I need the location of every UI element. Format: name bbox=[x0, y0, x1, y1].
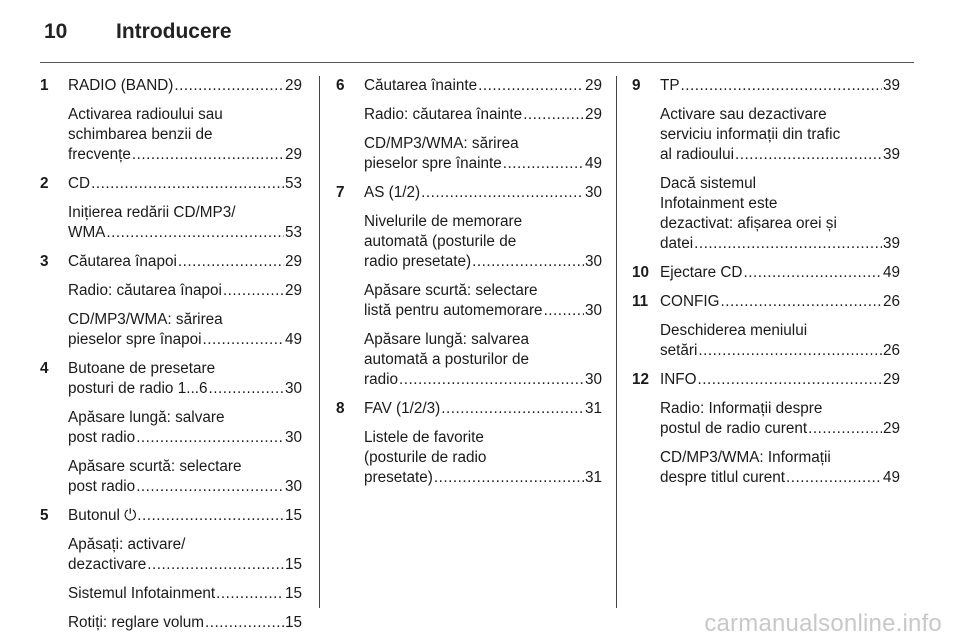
dot-leader bbox=[203, 330, 284, 350]
entry-number: 5 bbox=[40, 507, 49, 524]
dot-leader bbox=[698, 370, 882, 390]
item-text: Căutarea înapoi bbox=[68, 253, 177, 270]
page-reference: 15 bbox=[284, 585, 302, 602]
item-text: CD/MP3/WMA: Informații bbox=[660, 449, 831, 466]
index-item[interactable] bbox=[68, 105, 302, 165]
index-item[interactable] bbox=[68, 535, 302, 575]
page-reference: 53 bbox=[284, 224, 302, 241]
leader-line bbox=[364, 154, 602, 174]
item-text: INFO bbox=[660, 371, 697, 388]
page-reference: 26 bbox=[882, 293, 900, 310]
leader-line bbox=[364, 105, 602, 125]
index-item[interactable] bbox=[660, 448, 900, 488]
index-entry bbox=[632, 370, 900, 488]
index-item[interactable] bbox=[660, 76, 900, 96]
index-entry bbox=[40, 359, 302, 497]
leader-line bbox=[660, 263, 900, 283]
dot-leader bbox=[205, 613, 284, 633]
dot-leader bbox=[421, 183, 584, 203]
item-text: automată a posturilor de bbox=[364, 351, 529, 368]
leader-line bbox=[68, 145, 302, 165]
page-reference: 29 bbox=[584, 77, 602, 94]
index-item[interactable] bbox=[364, 330, 602, 390]
index-item[interactable] bbox=[660, 263, 900, 283]
item-text: Radio: căutarea înapoi bbox=[68, 282, 222, 299]
item-text: Nivelurile de memorare bbox=[364, 213, 523, 230]
dot-leader bbox=[434, 468, 584, 488]
leader-line bbox=[364, 370, 602, 390]
item-text: Deschiderea meniului bbox=[660, 322, 808, 339]
leader-line bbox=[364, 399, 602, 419]
index-item[interactable] bbox=[364, 281, 602, 321]
entry-number: 6 bbox=[336, 77, 345, 94]
item-text: Căutarea înainte bbox=[364, 77, 478, 94]
dot-leader bbox=[223, 281, 284, 301]
item-text: Apăsare scurtă: selectare bbox=[364, 282, 538, 299]
dot-leader bbox=[147, 555, 284, 575]
item-text: CONFIG bbox=[660, 293, 720, 310]
index-item[interactable] bbox=[68, 174, 302, 194]
leader-line bbox=[660, 468, 900, 488]
index-item[interactable] bbox=[660, 292, 900, 312]
item-text: dezactivare bbox=[68, 556, 147, 573]
item-text: CD/MP3/WMA: sărirea bbox=[68, 311, 223, 328]
entry-number: 3 bbox=[40, 253, 49, 270]
dot-leader bbox=[399, 370, 584, 390]
page-reference: 39 bbox=[882, 77, 900, 94]
item-text: listă pentru automemorare bbox=[364, 302, 543, 319]
entry-number: 11 bbox=[632, 293, 649, 310]
dot-leader bbox=[808, 419, 882, 439]
leader-line bbox=[68, 76, 302, 96]
item-text: Listele de favorite bbox=[364, 429, 484, 446]
dot-leader bbox=[208, 379, 284, 399]
toc-column-3 bbox=[632, 76, 900, 497]
page-reference: 15 bbox=[284, 614, 302, 631]
index-item[interactable] bbox=[68, 76, 302, 96]
item-text: Sistemul Infotainment bbox=[68, 585, 216, 602]
item-text: presetate) bbox=[364, 469, 433, 486]
item-text: Activarea radioului sau bbox=[68, 106, 223, 123]
dot-leader bbox=[136, 428, 284, 448]
index-item[interactable] bbox=[364, 428, 602, 488]
entry-number: 7 bbox=[336, 184, 345, 201]
index-item[interactable] bbox=[660, 399, 900, 439]
index-item[interactable] bbox=[660, 105, 900, 165]
item-text: Apăsare lungă: salvare bbox=[68, 409, 225, 426]
column-divider bbox=[616, 76, 617, 608]
page-reference: 29 bbox=[882, 371, 900, 388]
page-reference: 49 bbox=[882, 264, 900, 281]
leader-line bbox=[68, 330, 302, 350]
page-reference: 39 bbox=[882, 235, 900, 252]
leader-line bbox=[68, 223, 302, 243]
leader-line bbox=[660, 341, 900, 361]
leader-line bbox=[660, 419, 900, 439]
item-text: CD/MP3/WMA: sărirea bbox=[364, 135, 519, 152]
item-text: automată (posturile de bbox=[364, 233, 517, 250]
dot-leader bbox=[694, 234, 882, 254]
page-number: 10 bbox=[44, 20, 68, 43]
page-reference: 30 bbox=[284, 429, 302, 446]
index-item[interactable] bbox=[68, 584, 302, 604]
index-entry bbox=[40, 76, 302, 165]
page-reference: 30 bbox=[284, 478, 302, 495]
item-text: postul de radio curent bbox=[660, 420, 808, 437]
index-entry bbox=[336, 76, 602, 174]
index-item[interactable] bbox=[660, 321, 900, 361]
item-text: post radio bbox=[68, 429, 136, 446]
item-text: serviciu informații din trafic bbox=[660, 126, 841, 143]
dot-leader bbox=[106, 223, 284, 243]
dot-leader bbox=[91, 174, 284, 194]
dot-leader bbox=[544, 301, 584, 321]
dot-leader bbox=[698, 341, 882, 361]
page-reference: 29 bbox=[284, 77, 302, 94]
column-divider bbox=[319, 76, 320, 608]
page-reference: 49 bbox=[284, 331, 302, 348]
leader-line bbox=[68, 281, 302, 301]
item-text: post radio bbox=[68, 478, 136, 495]
page-reference: 15 bbox=[284, 507, 302, 524]
dot-leader bbox=[743, 263, 882, 283]
dot-leader bbox=[472, 252, 584, 272]
page-reference: 29 bbox=[882, 420, 900, 437]
item-text: Apăsare lungă: salvarea bbox=[364, 331, 529, 348]
dot-leader bbox=[786, 468, 882, 488]
index-item[interactable] bbox=[68, 457, 302, 497]
entry-number: 12 bbox=[632, 371, 650, 388]
index-item[interactable] bbox=[68, 506, 302, 526]
item-text: setări bbox=[660, 342, 698, 359]
index-entry bbox=[40, 506, 302, 633]
index-entry bbox=[632, 76, 900, 254]
dot-leader bbox=[137, 506, 284, 526]
dot-leader bbox=[132, 145, 284, 165]
entry-number: 9 bbox=[632, 77, 641, 94]
index-item[interactable] bbox=[364, 183, 602, 203]
item-text: Dacă sistemul bbox=[660, 175, 757, 192]
leader-line bbox=[68, 477, 302, 497]
item-text: Ejectare CD bbox=[660, 264, 743, 281]
item-text: posturi de radio 1...6 bbox=[68, 380, 208, 397]
leader-line bbox=[68, 506, 302, 526]
entry-number: 1 bbox=[40, 77, 49, 94]
dot-leader bbox=[478, 76, 584, 96]
dot-leader bbox=[523, 105, 584, 125]
index-item[interactable] bbox=[364, 105, 602, 125]
entry-number: 10 bbox=[632, 264, 650, 281]
index-item[interactable] bbox=[68, 359, 302, 399]
leader-line bbox=[660, 370, 900, 390]
item-text: al radioului bbox=[660, 146, 734, 163]
index-item[interactable] bbox=[68, 613, 302, 633]
item-text: (posturile de radio bbox=[364, 449, 487, 466]
leader-line bbox=[364, 76, 602, 96]
item-text: TP bbox=[660, 77, 680, 94]
leader-line bbox=[364, 183, 602, 203]
item-text: Activare sau dezactivare bbox=[660, 106, 827, 123]
leader-line bbox=[68, 252, 302, 272]
leader-line bbox=[68, 174, 302, 194]
dot-leader bbox=[735, 145, 882, 165]
page-reference: 53 bbox=[284, 175, 302, 192]
index-item[interactable] bbox=[68, 310, 302, 350]
header-rule bbox=[40, 62, 914, 63]
leader-line bbox=[660, 234, 900, 254]
item-text: schimbarea benzii de bbox=[68, 126, 213, 143]
item-text: WMA bbox=[68, 224, 106, 241]
page-reference: 31 bbox=[584, 469, 602, 486]
page-header bbox=[44, 20, 232, 44]
leader-line bbox=[364, 468, 602, 488]
page-reference: 31 bbox=[584, 400, 602, 417]
page-reference: 30 bbox=[584, 253, 602, 270]
index-entry bbox=[40, 252, 302, 350]
leader-line bbox=[68, 555, 302, 575]
dot-leader bbox=[216, 584, 284, 604]
toc-column-2 bbox=[336, 76, 602, 497]
item-text: Radio: Informații despre bbox=[660, 400, 823, 417]
page-reference: 30 bbox=[284, 380, 302, 397]
item-text: Infotainment este bbox=[660, 195, 778, 212]
item-text: dezactivat: afișarea orei și bbox=[660, 215, 837, 232]
item-text: RADIO (BAND) bbox=[68, 77, 174, 94]
page-reference: 29 bbox=[284, 253, 302, 270]
item-text: pieselor spre înainte bbox=[364, 155, 502, 172]
dot-leader bbox=[174, 76, 284, 96]
item-text: Rotiți: reglare volum bbox=[68, 614, 205, 631]
item-text: Apăsați: activare/ bbox=[68, 536, 186, 553]
index-item[interactable] bbox=[68, 408, 302, 448]
dot-leader bbox=[681, 76, 882, 96]
index-item[interactable] bbox=[68, 252, 302, 272]
index-item[interactable] bbox=[68, 281, 302, 301]
watermark: carmanualsonline.info bbox=[704, 610, 942, 637]
item-text: pieselor spre înapoi bbox=[68, 331, 202, 348]
dot-leader bbox=[441, 399, 584, 419]
index-entry bbox=[40, 174, 302, 243]
page-reference: 26 bbox=[882, 342, 900, 359]
toc-column-1 bbox=[40, 76, 302, 642]
page-reference: 49 bbox=[584, 155, 602, 172]
entry-number: 4 bbox=[40, 360, 49, 377]
index-entry bbox=[336, 399, 602, 488]
leader-line bbox=[364, 301, 602, 321]
leader-line bbox=[68, 428, 302, 448]
index-item[interactable] bbox=[68, 203, 302, 243]
leader-line bbox=[68, 584, 302, 604]
item-text: AS (1/2) bbox=[364, 184, 421, 201]
leader-line bbox=[68, 613, 302, 633]
item-text: radio presetate) bbox=[364, 253, 472, 270]
page-reference: 39 bbox=[882, 146, 900, 163]
page-reference: 30 bbox=[584, 371, 602, 388]
leader-line bbox=[364, 252, 602, 272]
page-reference: 30 bbox=[584, 184, 602, 201]
page-reference: 49 bbox=[882, 469, 900, 486]
item-text: Inițierea redării CD/MP3/ bbox=[68, 204, 236, 221]
dot-leader bbox=[721, 292, 882, 312]
page-reference: 15 bbox=[284, 556, 302, 573]
item-text: FAV (1/2/3) bbox=[364, 400, 441, 417]
leader-line bbox=[660, 292, 900, 312]
item-text: radio bbox=[364, 371, 399, 388]
index-item[interactable] bbox=[364, 76, 602, 96]
index-item[interactable] bbox=[660, 174, 900, 254]
item-text: CD bbox=[68, 175, 91, 192]
item-text: frecvențe bbox=[68, 146, 131, 163]
leader-line bbox=[660, 145, 900, 165]
index-entry bbox=[336, 183, 602, 390]
dot-leader bbox=[136, 477, 284, 497]
entry-number: 8 bbox=[336, 400, 345, 417]
page-reference: 29 bbox=[284, 282, 302, 299]
item-text: despre titlul curent bbox=[660, 469, 785, 486]
item-text: Butoane de presetare bbox=[68, 360, 216, 377]
dot-leader bbox=[503, 154, 584, 174]
item-text: Radio: căutarea înainte bbox=[364, 106, 523, 123]
item-text: Butonul ⏻ bbox=[68, 507, 137, 524]
page-title: Introducere bbox=[116, 20, 232, 43]
index-entry bbox=[632, 263, 900, 283]
dot-leader bbox=[178, 252, 284, 272]
item-text: Apăsare scurtă: selectare bbox=[68, 458, 242, 475]
index-item[interactable] bbox=[364, 212, 602, 272]
leader-line bbox=[660, 76, 900, 96]
index-item[interactable] bbox=[660, 370, 900, 390]
index-entry bbox=[632, 292, 900, 361]
page-reference: 30 bbox=[584, 302, 602, 319]
entry-number: 2 bbox=[40, 175, 49, 192]
leader-line bbox=[68, 379, 302, 399]
page-reference: 29 bbox=[284, 146, 302, 163]
index-item[interactable] bbox=[364, 134, 602, 174]
item-text: datei bbox=[660, 235, 694, 252]
index-item[interactable] bbox=[364, 399, 602, 419]
page-reference: 29 bbox=[584, 106, 602, 123]
